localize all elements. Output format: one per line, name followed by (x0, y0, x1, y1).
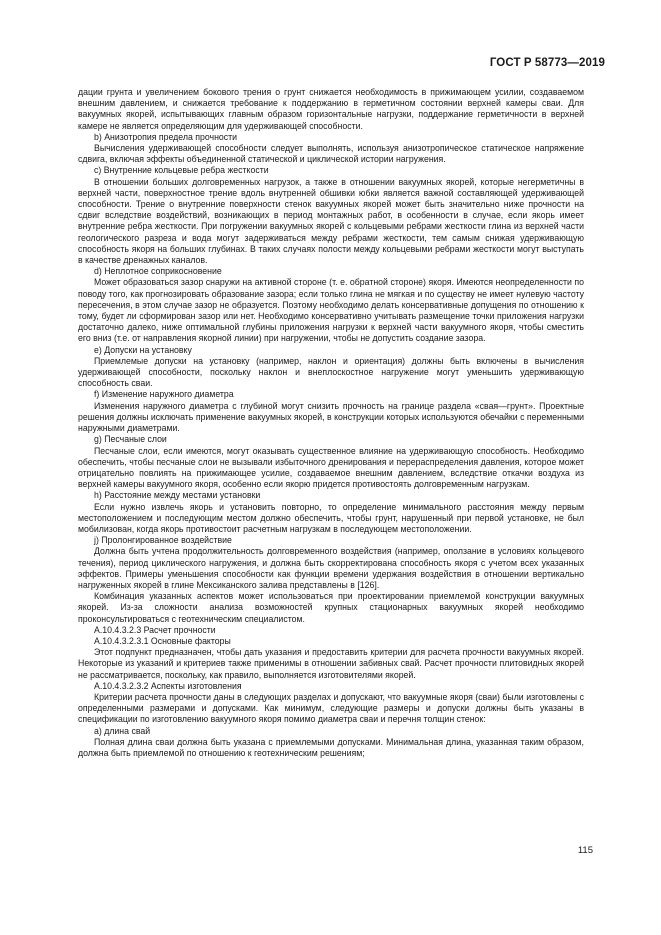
paragraph: Приемлемые допуски на установку (например, наклон и ориентация) должны быть включены в вычисления удерживающей способности, поскольку наклон и внеплоскостное нагружение могут уменьшить удерживающую способность сваи. (78, 355, 584, 389)
paragraph: Может образоваться зазор снаружи на активной стороне (т. е. обратной стороне) якоря. Имеются неопределенности по поводу того, как прогнозировать образование зазора; если только глина не мягкая и по существу не имеет нулевую частоту пересечения, в этом случае зазор не образуется. Поэтому необходимо делать консервативные допущения по отношению к тому, будет ли сформирован зазор или нет. Необходимо консервативно учитывать размещение точки приложения нагрузки достаточно далеко, ниже оптимальной глубины приложения нагрузки к верхней части вакуумного якоря, чтобы сместить его вниз (т.е. от направления якорной линии) при нагружении, чтобы не допустить создание зазора. (78, 277, 584, 344)
list-heading-c: c) Внутренние кольцевые ребра жесткости (94, 165, 269, 176)
list-heading-f: f) Изменение наружного диаметра (94, 389, 234, 400)
section-heading: А.10.4.3.2.3 Расчет прочности (94, 624, 216, 635)
list-heading-h: h) Расстояние между местами установки (94, 490, 261, 501)
page-number: 115 (577, 845, 593, 856)
paragraph: Если нужно извлечь якорь и установить повторно, то определение минимального расстояния между первым местоположением и последующим местом должно обеспечить, чтобы грунт, нарушенный при первой установке, не был мобилизован, когда якорь противостоит расчетным нагрузкам в последующем местоположении. (78, 501, 584, 534)
paragraph: Комбинация указанных аспектов может использоваться при проектировании приемлемой конструкции вакуумных якорей. Из-за сложности анализа возможностей крупных стационарных вакуумных якорей необходимо проконсультироваться с геотехническим специалистом. (78, 591, 584, 624)
paragraph: Полная длина сваи должна быть указана с приемлемыми допусками. Минимальная длина, указанная таким образом, должна быть приемлемой по отношению к геотехническим решениям; (78, 736, 584, 758)
list-heading-d: d) Неплотное соприкосновение (94, 266, 222, 277)
subsection-heading: А.10.4.3.2.3.2 Аспекты изготовления (94, 680, 242, 691)
paragraph: Изменения наружного диаметра с глубиной могут снизить прочность на границе раздела «свая—грунт». Проектные решения должны исключать применение вакуумных якорей, в конструкции которых используются обечайки с переменными наружными диаметрами. (78, 400, 584, 434)
body-text (78, 87, 584, 759)
list-heading-b: b) Анизотропия предела прочности (94, 131, 238, 142)
subsection-heading: А.10.4.3.2.3.1 Основные факторы (94, 635, 231, 646)
paragraph: В отношении больших долговременных нагрузок, а также в отношении вакуумных якорей, которые негерметичны в верхней части, поверхностное трение вдоль внутренней обшивки юбки является важной составляющей удерживающей способности. Трение о внутренние поверхности стенок вакуумных якорей может быть значительно ниже прочности на сдвиг вследствие воздействий, возникающих в период монтажных работ, в особенности в случае, если якорь имеет внутренние ребра жесткости. При погружении вакуумных якорей с кольцевыми ребрами жесткости глина из верхней части геологического разреза и вода могут задерживаться между ребрами жесткости, тем самым снижая удерживающую способность якоря на больших глубинах. В таких случаях полости между кольцевыми ребрами жесткости могут выступать в качестве дренажных каналов. (78, 176, 584, 266)
paragraph: Критерии расчета прочности даны в следующих разделах и допускают, что вакуумные якоря (сваи) были изготовлены с определенными размерами и допусками. Как минимум, следующие размеры и допуски должны быть указаны в спецификации по изготовлению вакуумного якоря помимо диаметра сваи и перечня толщин стенок: (78, 691, 584, 725)
paragraph-continuation: дации грунта и увеличением бокового трения о грунт снижается необходимость в прижимающем усилии, создаваемом внешним давлением, и снижается требование к поддержанию в герметичном состоянии верхней камеры сваи. Для вакуумных якорей, испытывающих главным образом горизонтальные нагрузки, поддержание герметичности в верхней камере не является определяющим для удерживающей способности. (78, 87, 584, 131)
paragraph: Этот подпункт предназначен, чтобы дать указания и предоставить критерии для расчета прочности вакуумных якорей. Некоторые из указаний и критериев также применимы в отношении забивных свай. Расчет прочности плитовидных якорей не рассматривается, поскольку, как правило, выполняется изготовителями якорей. (78, 647, 584, 680)
list-heading-a: а) длина свай (94, 725, 151, 736)
list-heading-j: j) Пролонгированное воздействие (94, 535, 232, 546)
paragraph: Вычисления удерживающей способности следует выполнять, используя анизотропическое статическое напряжение сдвига, включая эффекты объединенной статической и циклической истории нагружения. (78, 143, 584, 165)
paragraph: Песчаные слои, если имеются, могут оказывать существенное влияние на удерживающую способность. Необходимо обеспечить, чтобы песчаные слои не вызывали избыточного дренирования и перераспределения давления, которое может отрицательно повлиять на прижимающее усилие, создаваемое внешним давлением, вследствие откачки воздуха из верхней камеры вакуумного якоря, особенно если якорю придется противостоять долговременным нагрузкам. (78, 445, 584, 490)
list-heading-e: e) Допуски на установку (94, 344, 192, 355)
standard-designation: ГОСТ Р 58773—2019 (489, 57, 605, 69)
list-heading-g: g) Песчаные слои (94, 434, 167, 445)
paragraph: Должна быть учтена продолжительность долговременного воздействия (например, оползание в условиях кольцевого течения), период циклического нагружения, и должна быть скорректирована способность якоря с учетом всех указанных эффектов. Примеры уменьшения способности как функции времени удержания воздействия в отношении вертикально нагруженных якорей в глине Мексиканского залива представлены в [126]. (78, 546, 584, 590)
